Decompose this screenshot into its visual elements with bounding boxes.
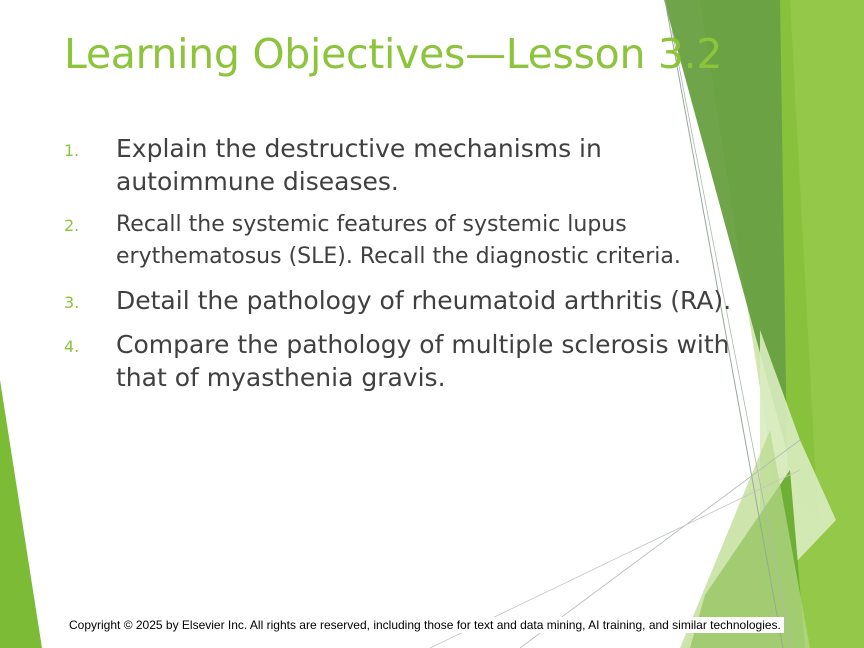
list-item (64, 328, 764, 394)
list-item-number: 3. (64, 293, 80, 312)
list-item (64, 132, 764, 198)
list-item-text: Explain the destructive mechanisms in autoimmune diseases. (116, 134, 602, 196)
list-item (64, 209, 764, 273)
list-item-number: 2. (64, 216, 80, 235)
list-item (64, 284, 764, 317)
copyright-notice: Copyright © 2025 by Elsevier Inc. All rights are reserved, including those for text and data mining, AI training, and similar technologies. (66, 617, 784, 633)
list-item-text: Recall the systemic features of systemic lupus erythematosus (SLE). Recall the diagnostic criteria. (116, 212, 681, 269)
list-item-text: Compare the pathology of multiple sclerosis with that of myasthenia gravis. (116, 330, 730, 392)
list-item-number: 4. (64, 337, 80, 356)
slide-title: Learning Objectives—Lesson 3.2 (64, 30, 723, 78)
facet-left-edge (0, 380, 42, 648)
list-item-text: Detail the pathology of rheumatoid arthritis (RA). (116, 286, 732, 315)
list-item-number: 1. (64, 141, 80, 160)
objectives-list (64, 132, 764, 405)
